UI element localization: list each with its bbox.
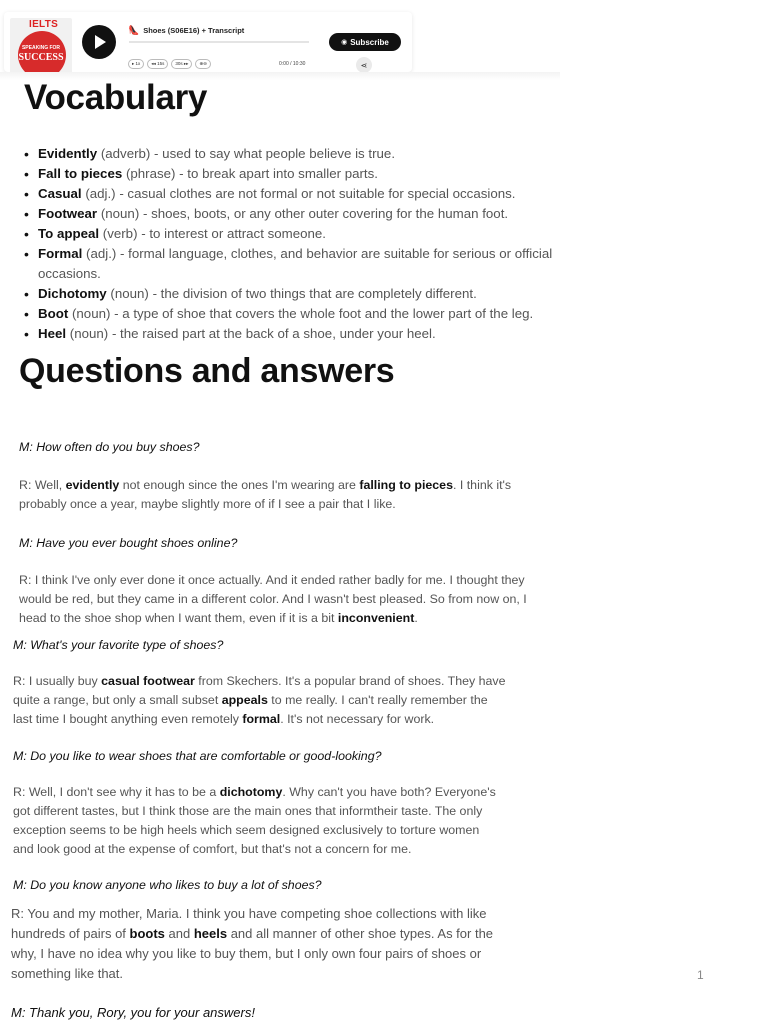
question-3: M: What's your favorite type of shoes? (13, 638, 224, 652)
answer-text: R: Well, I don't see why it has to be a (13, 785, 220, 799)
answer-1 (19, 476, 529, 514)
vocabulary-term: Footwear (38, 206, 98, 221)
question-4: M: Do you like to wear shoes that are comfortable or good-looking? (13, 749, 382, 763)
question-1: M: How often do you buy shoes? (19, 440, 200, 454)
vocabulary-item (38, 144, 588, 164)
vocabulary-part-of-speech: (noun) (71, 306, 111, 321)
vocabulary-part-of-speech: (noun) (110, 286, 149, 301)
vocabulary-part-of-speech: (adverb) (100, 146, 151, 161)
answer-text: . Why can't you have both? Everyone's got different tastes, but I think those are the main ones that informtheir taste. The only exception seems to be high heels which seem designed exclusively to torture women and look good at the expense of comfort, but that's not a concern for me. (13, 785, 496, 856)
cover-small-text: SPEAKING FOR (21, 45, 61, 51)
vocabulary-definition: - a type of shoe that covers the whole foot and the lower part of the leg. (114, 306, 534, 321)
highlighted-term: heels (193, 926, 228, 941)
vocabulary-term: Fall to pieces (38, 166, 123, 181)
subscribe-label: Subscribe (350, 37, 389, 47)
vocabulary-term: Casual (38, 186, 82, 201)
vocabulary-item (38, 284, 588, 304)
qa-heading: Questions and answers (19, 352, 395, 390)
cover-big-text: SUCCESS (18, 52, 64, 63)
rewind-15-button[interactable]: ◂◂ 15s (147, 59, 168, 69)
vocabulary-definition: - casual clothes are not formal or not suitable for special occasions. (119, 186, 516, 201)
vocabulary-term: Formal (38, 246, 83, 261)
episode-title-text: Shoes (S06E16) + Transcript (143, 26, 245, 35)
answer-text: and (164, 926, 194, 941)
vocabulary-item (38, 224, 588, 244)
vocabulary-definition: - to interest or attract someone. (141, 226, 326, 241)
highlighted-term: inconvenient (337, 611, 415, 625)
more-button[interactable]: ⊕⊖ (195, 59, 211, 69)
highlighted-term: casual footwear (101, 674, 195, 688)
closing-line: M: Thank you, Rory, you for your answers! (11, 1005, 255, 1020)
vocabulary-definition: - to break apart into smaller parts. (179, 166, 378, 181)
vocabulary-part-of-speech: (adj.) (86, 246, 117, 261)
playback-controls (128, 59, 211, 69)
answer-4 (13, 783, 503, 859)
question-2: M: Have you ever bought shoes online? (19, 536, 238, 550)
vocabulary-part-of-speech: (verb) (102, 226, 138, 241)
cover-brand: IELTS (29, 19, 59, 30)
vocabulary-definition: - shoes, boots, or any other outer covering for the human foot. (142, 206, 509, 221)
highlighted-term: evidently (65, 478, 120, 492)
vocabulary-item (38, 324, 588, 344)
answer-text: and all manner of other shoe types. As for the why, I have no idea why you like to buy them, but I only own four pairs of shoes or something like that. (11, 926, 494, 981)
vocabulary-part-of-speech: (adj.) (85, 186, 116, 201)
highlighted-term: falling to pieces (359, 478, 453, 492)
vocabulary-item (38, 244, 588, 284)
podcast-player (4, 12, 412, 72)
answer-text: R: I usually buy (13, 674, 102, 688)
vocabulary-definition: - the raised part at the back of a shoe, under your heel. (111, 326, 436, 341)
answer-text: R: You and my mother, Maria. I think you have competing shoe collections with like hundreds of pairs of (11, 906, 487, 941)
rss-icon: ◉ (341, 39, 348, 46)
answer-text: to me really. I can't really remember the last time I bought anything even remotely (13, 693, 488, 726)
vocabulary-term: To appeal (38, 226, 100, 241)
shoe-icon: 👠 (128, 25, 140, 35)
answer-5 (11, 904, 516, 984)
vocabulary-term: Heel (38, 326, 67, 341)
time-readout: 0:00 / 10:30 (279, 61, 306, 67)
vocabulary-list (20, 144, 588, 344)
highlighted-term: dichotomy (219, 785, 283, 799)
answer-text: . (414, 611, 418, 625)
vocabulary-part-of-speech: (phrase) (125, 166, 176, 181)
speed-button[interactable]: ▸ 1x (128, 59, 144, 69)
question-5: M: Do you know anyone who likes to buy a lot of shoes? (13, 878, 322, 892)
vocabulary-item (38, 204, 588, 224)
vocabulary-part-of-speech: (noun) (69, 326, 109, 341)
vocabulary-term: Evidently (38, 146, 98, 161)
episode-title (128, 25, 244, 36)
play-button[interactable] (82, 25, 116, 59)
answer-text: R: Well, (19, 478, 66, 492)
podcast-cover-art (10, 18, 72, 80)
vocabulary-heading: Vocabulary (24, 78, 208, 117)
highlighted-term: formal (242, 712, 281, 726)
vocabulary-term: Boot (38, 306, 69, 321)
answer-3 (13, 672, 508, 729)
vocabulary-item (38, 304, 588, 324)
subscribe-button[interactable] (329, 33, 401, 51)
page-number: 1 (697, 968, 704, 982)
answer-2 (19, 571, 531, 628)
answer-text: not enough since the ones I'm wearing are (119, 478, 360, 492)
vocabulary-part-of-speech: (noun) (100, 206, 140, 221)
answer-text: from Skechers. It's a popular brand of shoes. They have quite a range, but only a small subset (13, 674, 506, 707)
vocabulary-definition: - the division of two things that are completely different. (152, 286, 477, 301)
vocabulary-definition: - formal language, clothes, and behavior are suitable for serious or official occasions. (38, 246, 553, 281)
vocabulary-term: Dichotomy (38, 286, 107, 301)
vocabulary-item (38, 164, 588, 184)
share-icon: ⋖ (360, 60, 368, 70)
share-button[interactable] (356, 57, 372, 73)
progress-bar[interactable] (129, 41, 309, 43)
vocabulary-item (38, 184, 588, 204)
answer-text: . I think it's probably once a year, maybe slightly more of if I see a pair that I like. (19, 478, 512, 511)
forward-30-button[interactable]: 30s ▸▸ (171, 59, 192, 69)
answer-text: R: I think I've only ever done it once actually. And it ended rather badly for me. I thought they would be red, but they came in a different color. And I wasn't best pleased. So from now on, I head to the shoe shop when I want them, even if it is a bit (19, 573, 527, 625)
highlighted-term: boots (129, 926, 165, 941)
vocabulary-definition: - used to say what people believe is true. (154, 146, 396, 161)
highlighted-term: appeals (221, 693, 268, 707)
answer-text: . It's not necessary for work. (280, 712, 435, 726)
